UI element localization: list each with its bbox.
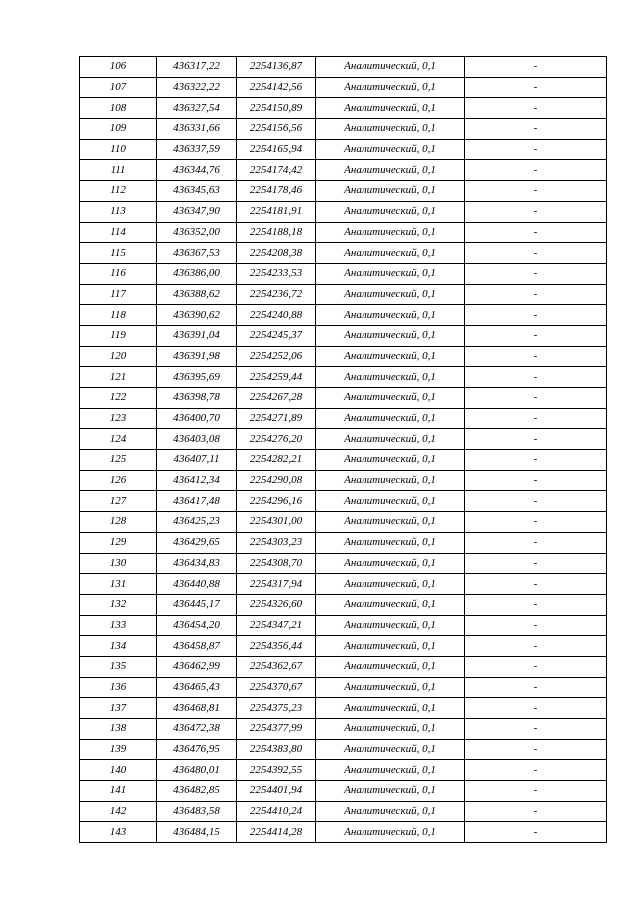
method-accuracy-cell: Аналитический, 0,1	[316, 491, 465, 512]
y-coordinate-cell: 2254208,38	[237, 243, 316, 264]
y-coordinate-cell: 2254259,44	[237, 367, 316, 388]
method-accuracy-cell: Аналитический, 0,1	[316, 139, 465, 160]
method-accuracy-cell: Аналитический, 0,1	[316, 429, 465, 450]
note-cell: -	[465, 201, 607, 222]
note-cell: -	[465, 57, 607, 78]
x-coordinate-cell: 436331,66	[157, 119, 237, 140]
table-row	[80, 553, 607, 574]
note-cell: -	[465, 450, 607, 471]
y-coordinate-cell: 2254271,89	[237, 408, 316, 429]
method-accuracy-cell: Аналитический, 0,1	[316, 263, 465, 284]
point-number-cell: 137	[80, 698, 157, 719]
note-cell: -	[465, 615, 607, 636]
y-coordinate-cell: 2254401,94	[237, 781, 316, 802]
table-row	[80, 698, 607, 719]
table-row	[80, 408, 607, 429]
table-row	[80, 781, 607, 802]
y-coordinate-cell: 2254303,23	[237, 532, 316, 553]
point-number-cell: 143	[80, 822, 157, 843]
y-coordinate-cell: 2254233,53	[237, 263, 316, 284]
method-accuracy-cell: Аналитический, 0,1	[316, 243, 465, 264]
point-number-cell: 123	[80, 408, 157, 429]
point-number-cell: 119	[80, 325, 157, 346]
table-row	[80, 801, 607, 822]
table-row	[80, 119, 607, 140]
point-number-cell: 141	[80, 781, 157, 802]
point-number-cell: 132	[80, 594, 157, 615]
method-accuracy-cell: Аналитический, 0,1	[316, 553, 465, 574]
table-row	[80, 429, 607, 450]
point-number-cell: 108	[80, 98, 157, 119]
point-number-cell: 128	[80, 512, 157, 533]
note-cell: -	[465, 801, 607, 822]
y-coordinate-cell: 2254136,87	[237, 57, 316, 78]
point-number-cell: 107	[80, 77, 157, 98]
y-coordinate-cell: 2254165,94	[237, 139, 316, 160]
note-cell: -	[465, 367, 607, 388]
y-coordinate-cell: 2254296,16	[237, 491, 316, 512]
note-cell: -	[465, 698, 607, 719]
table-row	[80, 222, 607, 243]
table-row	[80, 77, 607, 98]
x-coordinate-cell: 436352,00	[157, 222, 237, 243]
table-row	[80, 181, 607, 202]
y-coordinate-cell: 2254290,08	[237, 470, 316, 491]
table-row	[80, 367, 607, 388]
point-number-cell: 140	[80, 760, 157, 781]
note-cell: -	[465, 656, 607, 677]
note-cell: -	[465, 139, 607, 160]
point-number-cell: 116	[80, 263, 157, 284]
table-row	[80, 450, 607, 471]
table-row	[80, 656, 607, 677]
x-coordinate-cell: 436337,59	[157, 139, 237, 160]
method-accuracy-cell: Аналитический, 0,1	[316, 408, 465, 429]
point-number-cell: 125	[80, 450, 157, 471]
table-row	[80, 615, 607, 636]
table-row	[80, 532, 607, 553]
note-cell: -	[465, 325, 607, 346]
y-coordinate-cell: 2254174,42	[237, 160, 316, 181]
method-accuracy-cell: Аналитический, 0,1	[316, 222, 465, 243]
y-coordinate-cell: 2254240,88	[237, 305, 316, 326]
x-coordinate-cell: 436322,22	[157, 77, 237, 98]
table-row	[80, 719, 607, 740]
x-coordinate-cell: 436483,58	[157, 801, 237, 822]
method-accuracy-cell: Аналитический, 0,1	[316, 512, 465, 533]
x-coordinate-cell: 436395,69	[157, 367, 237, 388]
y-coordinate-cell: 2254356,44	[237, 636, 316, 657]
x-coordinate-cell: 436327,54	[157, 98, 237, 119]
method-accuracy-cell: Аналитический, 0,1	[316, 636, 465, 657]
y-coordinate-cell: 2254276,20	[237, 429, 316, 450]
table-row	[80, 388, 607, 409]
x-coordinate-cell: 436458,87	[157, 636, 237, 657]
table-row	[80, 574, 607, 595]
x-coordinate-cell: 436465,43	[157, 677, 237, 698]
x-coordinate-cell: 436347,90	[157, 201, 237, 222]
y-coordinate-cell: 2254392,55	[237, 760, 316, 781]
point-number-cell: 136	[80, 677, 157, 698]
y-coordinate-cell: 2254267,28	[237, 388, 316, 409]
method-accuracy-cell: Аналитический, 0,1	[316, 77, 465, 98]
note-cell: -	[465, 77, 607, 98]
x-coordinate-cell: 436445,17	[157, 594, 237, 615]
method-accuracy-cell: Аналитический, 0,1	[316, 801, 465, 822]
method-accuracy-cell: Аналитический, 0,1	[316, 119, 465, 140]
method-accuracy-cell: Аналитический, 0,1	[316, 656, 465, 677]
x-coordinate-cell: 436434,83	[157, 553, 237, 574]
x-coordinate-cell: 436345,63	[157, 181, 237, 202]
point-number-cell: 113	[80, 201, 157, 222]
method-accuracy-cell: Аналитический, 0,1	[316, 388, 465, 409]
note-cell: -	[465, 719, 607, 740]
method-accuracy-cell: Аналитический, 0,1	[316, 160, 465, 181]
point-number-cell: 127	[80, 491, 157, 512]
table-row	[80, 284, 607, 305]
note-cell: -	[465, 263, 607, 284]
method-accuracy-cell: Аналитический, 0,1	[316, 760, 465, 781]
point-number-cell: 129	[80, 532, 157, 553]
y-coordinate-cell: 2254383,80	[237, 739, 316, 760]
x-coordinate-cell: 436482,85	[157, 781, 237, 802]
table-row	[80, 677, 607, 698]
table-row	[80, 139, 607, 160]
x-coordinate-cell: 436476,95	[157, 739, 237, 760]
note-cell: -	[465, 222, 607, 243]
point-number-cell: 139	[80, 739, 157, 760]
point-number-cell: 110	[80, 139, 157, 160]
note-cell: -	[465, 594, 607, 615]
method-accuracy-cell: Аналитический, 0,1	[316, 346, 465, 367]
table-row	[80, 491, 607, 512]
x-coordinate-cell: 436400,70	[157, 408, 237, 429]
note-cell: -	[465, 181, 607, 202]
method-accuracy-cell: Аналитический, 0,1	[316, 325, 465, 346]
table-row	[80, 512, 607, 533]
x-coordinate-cell: 436440,88	[157, 574, 237, 595]
note-cell: -	[465, 760, 607, 781]
point-number-cell: 126	[80, 470, 157, 491]
method-accuracy-cell: Аналитический, 0,1	[316, 305, 465, 326]
method-accuracy-cell: Аналитический, 0,1	[316, 470, 465, 491]
x-coordinate-cell: 436425,23	[157, 512, 237, 533]
x-coordinate-cell: 436390,62	[157, 305, 237, 326]
y-coordinate-cell: 2254142,56	[237, 77, 316, 98]
x-coordinate-cell: 436429,65	[157, 532, 237, 553]
x-coordinate-cell: 436388,62	[157, 284, 237, 305]
table-row	[80, 305, 607, 326]
point-number-cell: 130	[80, 553, 157, 574]
method-accuracy-cell: Аналитический, 0,1	[316, 532, 465, 553]
y-coordinate-cell: 2254188,18	[237, 222, 316, 243]
table-row	[80, 263, 607, 284]
point-number-cell: 121	[80, 367, 157, 388]
method-accuracy-cell: Аналитический, 0,1	[316, 284, 465, 305]
x-coordinate-cell: 436391,98	[157, 346, 237, 367]
point-number-cell: 114	[80, 222, 157, 243]
x-coordinate-cell: 436472,38	[157, 719, 237, 740]
method-accuracy-cell: Аналитический, 0,1	[316, 739, 465, 760]
point-number-cell: 106	[80, 57, 157, 78]
point-number-cell: 131	[80, 574, 157, 595]
y-coordinate-cell: 2254245,37	[237, 325, 316, 346]
note-cell: -	[465, 512, 607, 533]
point-number-cell: 135	[80, 656, 157, 677]
note-cell: -	[465, 470, 607, 491]
coordinates-table-body	[80, 57, 607, 843]
y-coordinate-cell: 2254347,21	[237, 615, 316, 636]
note-cell: -	[465, 553, 607, 574]
method-accuracy-cell: Аналитический, 0,1	[316, 698, 465, 719]
point-number-cell: 142	[80, 801, 157, 822]
method-accuracy-cell: Аналитический, 0,1	[316, 781, 465, 802]
method-accuracy-cell: Аналитический, 0,1	[316, 677, 465, 698]
point-number-cell: 117	[80, 284, 157, 305]
y-coordinate-cell: 2254282,21	[237, 450, 316, 471]
x-coordinate-cell: 436391,04	[157, 325, 237, 346]
note-cell: -	[465, 636, 607, 657]
table-row	[80, 760, 607, 781]
table-row	[80, 739, 607, 760]
note-cell: -	[465, 822, 607, 843]
note-cell: -	[465, 739, 607, 760]
point-number-cell: 134	[80, 636, 157, 657]
table-row	[80, 160, 607, 181]
point-number-cell: 124	[80, 429, 157, 450]
x-coordinate-cell: 436468,81	[157, 698, 237, 719]
y-coordinate-cell: 2254414,28	[237, 822, 316, 843]
table-row	[80, 201, 607, 222]
point-number-cell: 122	[80, 388, 157, 409]
note-cell: -	[465, 346, 607, 367]
method-accuracy-cell: Аналитический, 0,1	[316, 57, 465, 78]
x-coordinate-cell: 436317,22	[157, 57, 237, 78]
x-coordinate-cell: 436344,76	[157, 160, 237, 181]
x-coordinate-cell: 436484,15	[157, 822, 237, 843]
note-cell: -	[465, 677, 607, 698]
note-cell: -	[465, 119, 607, 140]
table-row	[80, 325, 607, 346]
note-cell: -	[465, 160, 607, 181]
table-row	[80, 98, 607, 119]
note-cell: -	[465, 305, 607, 326]
y-coordinate-cell: 2254362,67	[237, 656, 316, 677]
y-coordinate-cell: 2254301,00	[237, 512, 316, 533]
method-accuracy-cell: Аналитический, 0,1	[316, 574, 465, 595]
table-row	[80, 822, 607, 843]
table-row	[80, 243, 607, 264]
table-row	[80, 636, 607, 657]
point-number-cell: 120	[80, 346, 157, 367]
point-number-cell: 133	[80, 615, 157, 636]
method-accuracy-cell: Аналитический, 0,1	[316, 822, 465, 843]
x-coordinate-cell: 436454,20	[157, 615, 237, 636]
table-row	[80, 470, 607, 491]
method-accuracy-cell: Аналитический, 0,1	[316, 201, 465, 222]
x-coordinate-cell: 436367,53	[157, 243, 237, 264]
x-coordinate-cell: 436403,08	[157, 429, 237, 450]
x-coordinate-cell: 436407,11	[157, 450, 237, 471]
x-coordinate-cell: 436386,00	[157, 263, 237, 284]
y-coordinate-cell: 2254317,94	[237, 574, 316, 595]
y-coordinate-cell: 2254308,70	[237, 553, 316, 574]
y-coordinate-cell: 2254410,24	[237, 801, 316, 822]
note-cell: -	[465, 429, 607, 450]
method-accuracy-cell: Аналитический, 0,1	[316, 719, 465, 740]
y-coordinate-cell: 2254377,99	[237, 719, 316, 740]
x-coordinate-cell: 436462,99	[157, 656, 237, 677]
point-number-cell: 118	[80, 305, 157, 326]
method-accuracy-cell: Аналитический, 0,1	[316, 594, 465, 615]
point-number-cell: 111	[80, 160, 157, 181]
x-coordinate-cell: 436417,48	[157, 491, 237, 512]
x-coordinate-cell: 436398,78	[157, 388, 237, 409]
y-coordinate-cell: 2254252,06	[237, 346, 316, 367]
table-row	[80, 346, 607, 367]
point-number-cell: 138	[80, 719, 157, 740]
note-cell: -	[465, 408, 607, 429]
note-cell: -	[465, 491, 607, 512]
note-cell: -	[465, 388, 607, 409]
note-cell: -	[465, 243, 607, 264]
table-row	[80, 57, 607, 78]
point-number-cell: 115	[80, 243, 157, 264]
y-coordinate-cell: 2254375,23	[237, 698, 316, 719]
coordinates-table	[79, 56, 607, 843]
note-cell: -	[465, 532, 607, 553]
note-cell: -	[465, 98, 607, 119]
method-accuracy-cell: Аналитический, 0,1	[316, 450, 465, 471]
method-accuracy-cell: Аналитический, 0,1	[316, 367, 465, 388]
note-cell: -	[465, 574, 607, 595]
y-coordinate-cell: 2254326,60	[237, 594, 316, 615]
x-coordinate-cell: 436480,01	[157, 760, 237, 781]
note-cell: -	[465, 284, 607, 305]
table-row	[80, 594, 607, 615]
point-number-cell: 112	[80, 181, 157, 202]
y-coordinate-cell: 2254181,91	[237, 201, 316, 222]
point-number-cell: 109	[80, 119, 157, 140]
y-coordinate-cell: 2254156,56	[237, 119, 316, 140]
y-coordinate-cell: 2254150,89	[237, 98, 316, 119]
y-coordinate-cell: 2254178,46	[237, 181, 316, 202]
method-accuracy-cell: Аналитический, 0,1	[316, 181, 465, 202]
y-coordinate-cell: 2254236,72	[237, 284, 316, 305]
note-cell: -	[465, 781, 607, 802]
method-accuracy-cell: Аналитический, 0,1	[316, 615, 465, 636]
method-accuracy-cell: Аналитический, 0,1	[316, 98, 465, 119]
x-coordinate-cell: 436412,34	[157, 470, 237, 491]
y-coordinate-cell: 2254370,67	[237, 677, 316, 698]
